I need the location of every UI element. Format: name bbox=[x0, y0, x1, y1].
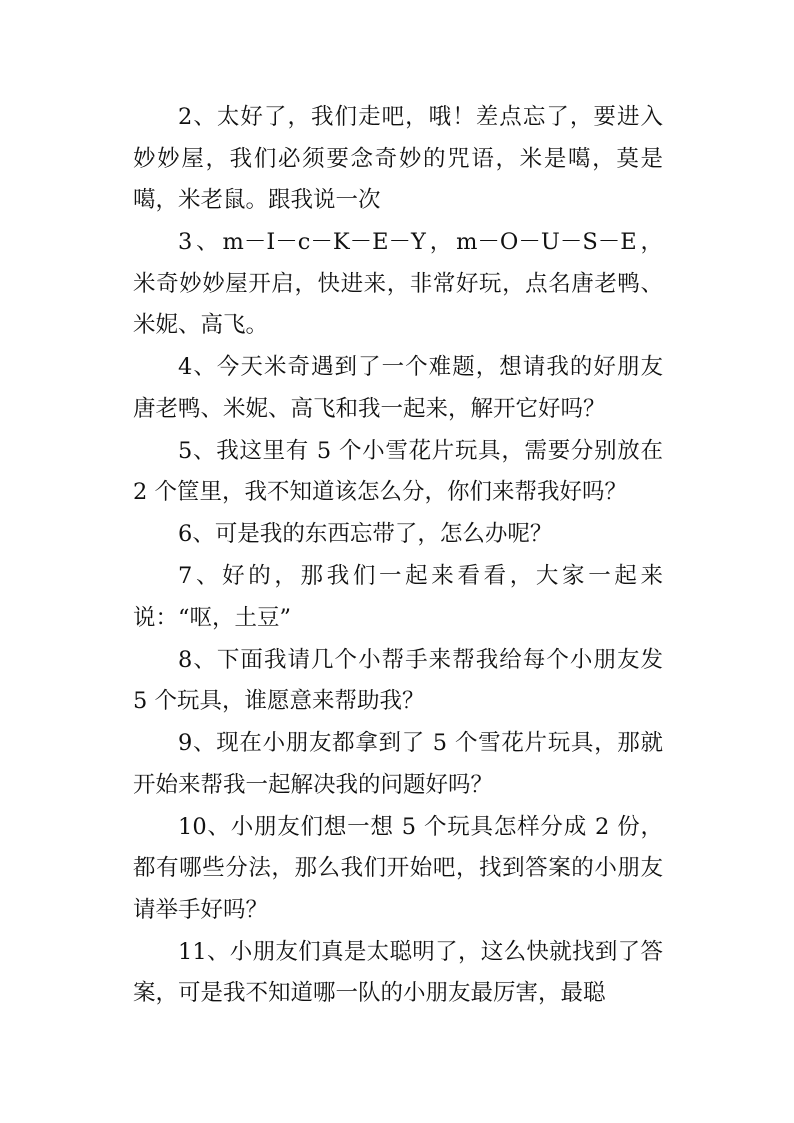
paragraph-4: 4、今天米奇遇到了一个难题，想请我的好朋友唐老鸭、米妮、高飞和我一起来，解开它好吗？ bbox=[133, 354, 663, 422]
paragraph-9: 9、现在小朋友都拿到了 5 个雪花片玩具，那就开始来帮我一起解决我的问题好吗？ bbox=[133, 730, 663, 798]
paragraph-11: 11、小朋友们真是太聪明了，这么快就找到了答案，可是我不知道哪一队的小朋友最厉害，最聪 bbox=[133, 938, 663, 1006]
paragraph-3: 3、m－I－c－K－E－Y，m－O－U－S－E，米奇妙妙屋开启，快进来，非常好玩，点名唐老鸭、米妮、高飞。 bbox=[133, 229, 663, 338]
paragraph-5: 5、我这里有 5 个小雪花片玩具，需要分别放在 2 个筐里，我不知道该怎么分，你们来帮我好吗？ bbox=[133, 437, 663, 505]
paragraph-10: 10、小朋友们想一想 5 个玩具怎样分成 2 份，都有哪些分法，那么我们开始吧，找到答案的小朋友请举手好吗？ bbox=[133, 813, 663, 923]
paragraph-6: 6、可是我的东西忘带了，怎么办呢？ bbox=[178, 521, 553, 547]
paragraph-7: 7、好的，那我们一起来看看，大家一起来说：“呕，土豆” bbox=[133, 563, 663, 631]
paragraph-8: 8、下面我请几个小帮手来帮我给每个小朋友发 5 个玩具，谁愿意来帮助我？ bbox=[133, 646, 663, 714]
document-body bbox=[133, 97, 663, 1015]
paragraph-2: 2、太好了，我们走吧，哦！差点忘了，要进入妙妙屋，我们必须要念奇妙的咒语，米是噶，莫是噶，米老鼠。跟我说一次 bbox=[133, 104, 663, 213]
